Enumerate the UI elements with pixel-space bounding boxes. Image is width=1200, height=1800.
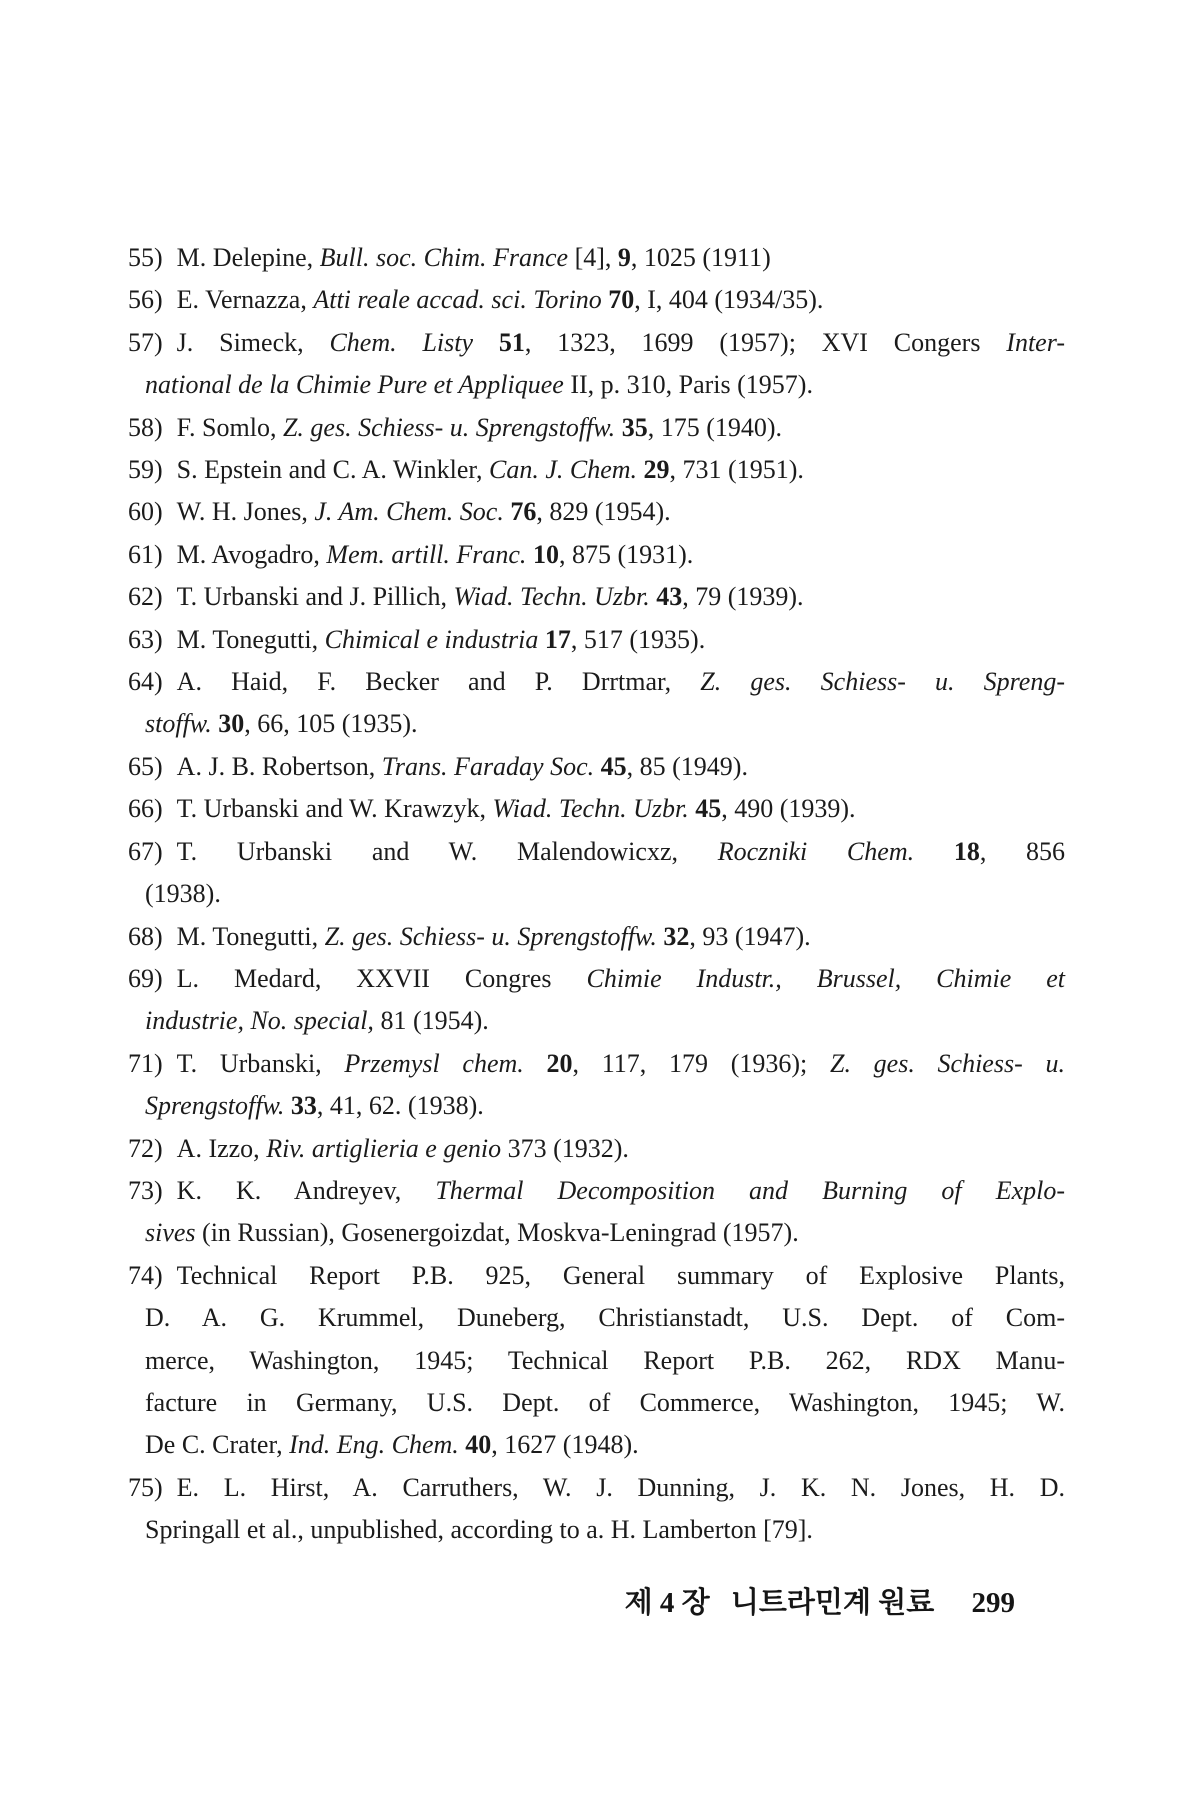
reference-text: , 856	[979, 836, 1066, 866]
reference-text: E. L. Hirst, A. Carruthers, W. J. Dunning, J. K. N. Jones, H. D.	[176, 1472, 1065, 1502]
reference-number: 57)	[128, 327, 163, 357]
reference-text: , 85 (1949).	[626, 751, 748, 781]
reference-number: 56)	[128, 285, 163, 315]
reference-text: F. Somlo,	[176, 412, 283, 442]
reference-text: M. Tonegutti,	[176, 921, 325, 951]
journal-or-title-text: Thermal Decomposition and Burning of Explo-	[435, 1175, 1065, 1205]
reference-line-first	[128, 831, 1065, 873]
volume-number: 20	[546, 1048, 573, 1078]
journal-or-title-text: Przemysl chem.	[344, 1048, 547, 1078]
reference-text: , 41, 62. (1938).	[316, 1091, 484, 1121]
reference-number: 55)	[128, 243, 163, 272]
reference-line-continuation	[128, 703, 1065, 745]
journal-or-title-text: Chem. Listy	[329, 327, 499, 357]
reference-text: , 875 (1931).	[558, 539, 694, 569]
journal-or-title-text: Mem. artill. Franc.	[326, 539, 533, 569]
reference-line-continuation	[128, 364, 1065, 406]
reference-line-first	[128, 279, 1065, 321]
reference-text: II, p. 310, Paris (1957).	[570, 370, 813, 400]
reference-line-first	[128, 534, 1065, 576]
reference-line-continuation	[128, 1212, 1065, 1254]
reference-line-first	[128, 1255, 1065, 1297]
journal-or-title-text: Trans. Faraday Soc.	[381, 751, 601, 781]
reference-entry	[128, 322, 1065, 407]
reference-entry	[128, 491, 1065, 533]
reference-line-first	[128, 576, 1065, 618]
volume-number: 30	[218, 709, 245, 739]
reference-line-first	[128, 619, 1065, 661]
volume-number: 70	[608, 285, 635, 315]
reference-entry	[128, 788, 1065, 830]
reference-entry	[128, 576, 1065, 618]
reference-entry	[128, 1128, 1065, 1170]
reference-text: , 517 (1935).	[570, 624, 706, 654]
volume-number: 45	[600, 751, 627, 781]
reference-entry	[128, 831, 1065, 916]
reference-text: T. Urbanski,	[176, 1048, 345, 1078]
reference-entry	[128, 746, 1065, 788]
journal-or-title-text: Chimical e industria	[324, 624, 545, 654]
reference-text: W. H. Jones,	[176, 497, 315, 527]
volume-number: 40	[465, 1430, 492, 1460]
reference-entry	[128, 1170, 1065, 1255]
reference-number: 60)	[128, 497, 163, 527]
reference-line-first	[128, 407, 1065, 449]
reference-text: , I, 404 (1934/35).	[634, 285, 824, 315]
reference-line-continuation	[128, 1509, 1065, 1551]
reference-text: T. Urbanski and W. Krawzyk,	[176, 794, 493, 824]
journal-or-title-text: stoffw.	[145, 709, 219, 739]
reference-line-first	[128, 1467, 1065, 1509]
reference-text: D. A. G. Krummel, Duneberg, Christianstadt, U.S. Dept. of Com-	[145, 1303, 1065, 1333]
reference-entry	[128, 916, 1065, 958]
journal-or-title-text: Bull. soc. Chim. France	[319, 243, 569, 272]
reference-number: 64)	[128, 667, 163, 697]
journal-or-title-text: Z. ges. Schiess- u. Sprengstoffw.	[324, 921, 664, 951]
reference-line-first	[128, 746, 1065, 788]
reference-line-first	[128, 237, 1065, 279]
reference-entry	[128, 534, 1065, 576]
volume-number: 32	[663, 921, 690, 951]
volume-number: 9	[617, 243, 631, 272]
reference-number: 63)	[128, 624, 163, 654]
reference-number: 69)	[128, 963, 163, 993]
reference-text: 373 (1932).	[507, 1133, 629, 1163]
reference-text: T. Urbanski and J. Pillich,	[176, 582, 454, 612]
reference-entry	[128, 279, 1065, 321]
reference-text: A. J. B. Robertson,	[176, 751, 382, 781]
reference-text: Springall et al., unpublished, according to a. H. Lamberton [79].	[145, 1515, 813, 1545]
reference-number: 61)	[128, 539, 163, 569]
reference-number: 68)	[128, 921, 163, 951]
journal-or-title-text: Z. ges. Schiess- u.	[829, 1048, 1065, 1078]
journal-or-title-text: industrie, No. special,	[145, 1006, 381, 1036]
reference-entry	[128, 449, 1065, 491]
reference-entry	[128, 619, 1065, 661]
reference-line-first	[128, 449, 1065, 491]
reference-line-first	[128, 1170, 1065, 1212]
journal-or-title-text: Inter-	[1006, 327, 1065, 357]
reference-text: facture in Germany, U.S. Dept. of Commerce, Washington, 1945; W.	[145, 1387, 1065, 1417]
reference-number: 74)	[128, 1260, 163, 1290]
volume-number: 76	[510, 497, 537, 527]
reference-text: , 93 (1947).	[689, 921, 811, 951]
reference-text: , 1323, 1699 (1957); XVI Congers	[524, 327, 1007, 357]
reference-line-first	[128, 322, 1065, 364]
journal-or-title-text: sives	[145, 1218, 196, 1248]
reference-text: , 731 (1951).	[669, 455, 804, 485]
reference-text: , 117, 179 (1936);	[572, 1048, 830, 1078]
reference-number: 66)	[128, 794, 163, 824]
reference-text: , 490 (1939).	[721, 794, 856, 824]
volume-number: 33	[290, 1091, 317, 1121]
reference-text: M. Tonegutti,	[176, 624, 325, 654]
reference-text: E. Vernazza,	[176, 285, 314, 315]
reference-text: M. Delepine,	[176, 243, 320, 272]
journal-or-title-text: Ind. Eng. Chem.	[289, 1430, 466, 1460]
reference-number: 71)	[128, 1048, 163, 1078]
reference-number: 62)	[128, 582, 163, 612]
reference-line-continuation	[128, 1382, 1065, 1424]
reference-entry	[128, 661, 1065, 746]
footer-chapter-label: 제 4 장	[624, 1587, 710, 1619]
reference-text: K. K. Andreyev,	[176, 1175, 436, 1205]
reference-line-continuation	[128, 1000, 1065, 1042]
reference-text: Technical Report P.B. 925, General summary of Explosive Plants,	[176, 1260, 1065, 1290]
journal-or-title-text: Can. J. Chem.	[488, 455, 644, 485]
reference-entry	[128, 958, 1065, 1043]
page-footer	[0, 1581, 1015, 1625]
volume-number: 51	[498, 327, 525, 357]
reference-text: M. Avogadro,	[176, 539, 327, 569]
reference-line-continuation	[128, 873, 1065, 915]
journal-or-title-text: Riv. artiglieria e genio	[266, 1133, 508, 1163]
reference-entry	[128, 1467, 1065, 1552]
journal-or-title-text: Z. ges. Schiess- u. Sprengstoffw.	[282, 412, 622, 442]
volume-number: 29	[643, 455, 670, 485]
reference-entry	[128, 1043, 1065, 1128]
reference-number: 73)	[128, 1175, 163, 1205]
reference-text: A. Haid, F. Becker and P. Drrtmar,	[176, 667, 701, 697]
reference-line-continuation	[128, 1085, 1065, 1127]
reference-text: , 66, 105 (1935).	[244, 709, 418, 739]
reference-line-first	[128, 1128, 1065, 1170]
reference-text: L. Medard, XXVII Congres	[176, 963, 587, 993]
reference-text: merce, Washington, 1945; Technical Report P.B. 262, RDX Manu-	[145, 1345, 1065, 1375]
reference-line-continuation	[128, 1424, 1065, 1466]
journal-or-title-text: national de la Chimie Pure et Appliquee	[145, 370, 571, 400]
reference-entry	[128, 237, 1065, 279]
reference-line-first	[128, 661, 1065, 703]
reference-text: , 175 (1940).	[647, 412, 783, 442]
reference-text: , 829 (1954).	[536, 497, 671, 527]
reference-line-first	[128, 1043, 1065, 1085]
journal-or-title-text: Wiad. Techn. Uzbr.	[453, 582, 657, 612]
reference-number: 59)	[128, 455, 163, 485]
reference-text: 81 (1954).	[380, 1006, 489, 1036]
journal-or-title-text: Z. ges. Schiess- u. Spreng-	[700, 667, 1066, 697]
volume-number: 43	[656, 582, 683, 612]
reference-entry	[128, 1255, 1065, 1467]
journal-or-title-text: Roczniki Chem.	[717, 836, 954, 866]
volume-number: 35	[621, 412, 648, 442]
reference-text: A. Izzo,	[176, 1133, 267, 1163]
reference-entry	[128, 407, 1065, 449]
reference-line-first	[128, 491, 1065, 533]
reference-line-continuation	[128, 1340, 1065, 1382]
footer-page-number: 299	[971, 1587, 1015, 1619]
reference-text: , 79 (1939).	[682, 582, 804, 612]
journal-or-title-text: J. Am. Chem. Soc.	[314, 497, 511, 527]
reference-text: J. Simeck,	[176, 327, 330, 357]
reference-number: 65)	[128, 751, 163, 781]
journal-or-title-text: Sprengstoffw.	[145, 1091, 291, 1121]
reference-number: 67)	[128, 836, 163, 866]
reference-text: [4],	[568, 243, 618, 272]
volume-number: 45	[695, 794, 722, 824]
volume-number: 18	[953, 836, 980, 866]
reference-line-continuation	[128, 1297, 1065, 1339]
reference-number: 58)	[128, 412, 163, 442]
journal-or-title-text: Wiad. Techn. Uzbr.	[492, 794, 696, 824]
reference-text: S. Epstein and C. A. Winkler,	[176, 455, 489, 485]
reference-text: , 1627 (1948).	[491, 1430, 639, 1460]
reference-line-first	[128, 916, 1065, 958]
reference-line-first	[128, 958, 1065, 1000]
reference-text: (1938).	[145, 879, 221, 909]
volume-number: 10	[532, 539, 559, 569]
volume-number: 17	[544, 624, 571, 654]
footer-section-label: 니트라민계 원료	[730, 1587, 935, 1619]
reference-text: T. Urbanski and W. Malendowicxz,	[176, 836, 718, 866]
reference-text: , 1025 (1911)	[630, 243, 771, 272]
reference-list	[128, 237, 1065, 1552]
reference-line-first	[128, 788, 1065, 830]
journal-or-title-text: Atti reale accad. sci. Torino	[313, 285, 609, 315]
reference-number: 75)	[128, 1472, 163, 1502]
journal-or-title-text: Chimie Industr., Brussel, Chimie et	[586, 963, 1065, 993]
reference-text: (in Russian), Gosenergoizdat, Moskva-Leningrad (1957).	[195, 1218, 799, 1248]
reference-number: 72)	[128, 1133, 163, 1163]
reference-text: De C. Crater,	[145, 1430, 290, 1460]
